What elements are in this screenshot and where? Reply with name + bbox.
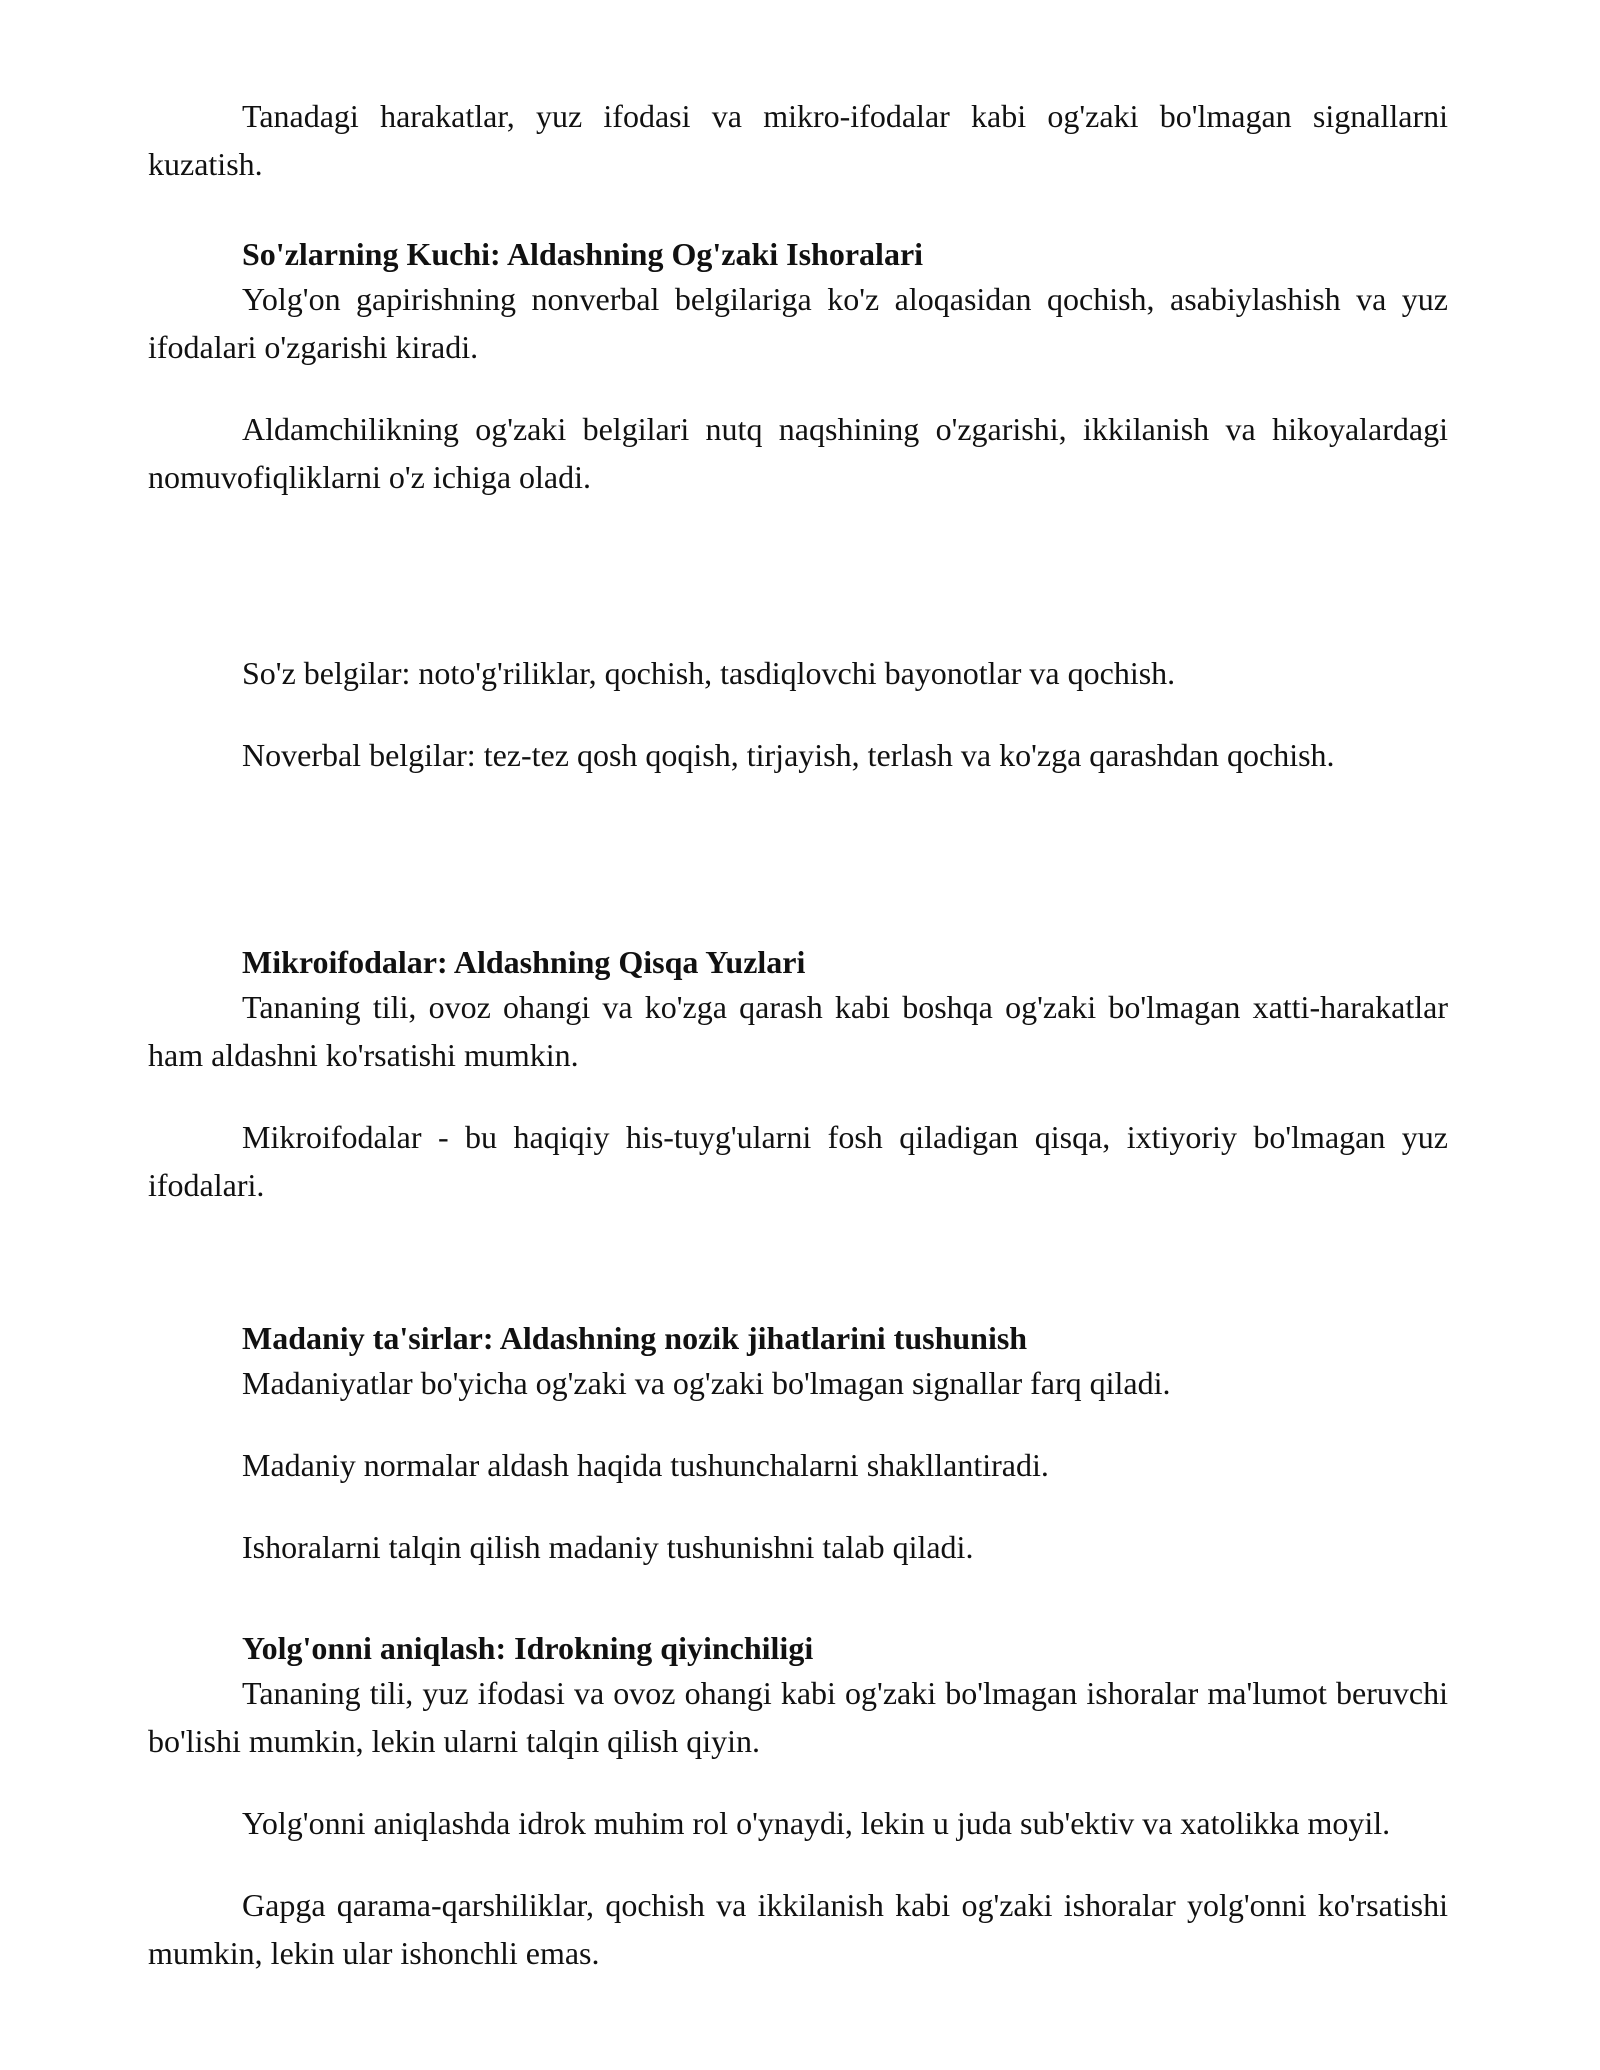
- paragraph: Mikroifodalar - bu haqiqiy his-tuyg'ularni fosh qiladigan qisqa, ixtiyoriy bo'lmagan yuz ifodalari.: [148, 1119, 1448, 1203]
- paragraph: Gapga qarama-qarshiliklar, qochish va ikkilanish kabi og'zaki ishoralar yolg'onni ko'rsatishi mumkin, lekin ular ishonchli emas.: [148, 1887, 1448, 1971]
- paragraph: So'z belgilar: noto'g'riliklar, qochish, tasdiqlovchi bayonotlar va qochish.: [242, 655, 1176, 691]
- paragraph: Madaniy normalar aldash haqida tushunchalarni shakllantiradi.: [242, 1447, 1049, 1483]
- section-verbal-cues: [148, 233, 1448, 501]
- section-heading: Yolg'onni aniqlash: Idrokning qiyinchiligi: [242, 1630, 814, 1666]
- paragraph: Tananing tili, yuz ifodasi va ovoz ohangi kabi og'zaki bo'lmagan ishoralar ma'lumot beruvchi bo'lishi mumkin, lekin ularni talqin qilish qiyin.: [148, 1675, 1448, 1759]
- section-microexpressions: [148, 941, 1448, 1209]
- section-heading: So'zlarning Kuchi: Aldashning Og'zaki Ishoralari: [242, 236, 924, 272]
- section-lie-detection: [148, 1627, 1448, 1977]
- paragraph: Ishoralarni talqin qilish madaniy tushunishni talab qiladi.: [242, 1529, 974, 1565]
- intro-section: [148, 92, 1448, 188]
- paragraph: Madaniyatlar bo'yicha og'zaki va og'zaki bo'lmagan signallar farq qiladi.: [242, 1365, 1171, 1401]
- paragraph: Tananing tili, ovoz ohangi va ko'zga qarash kabi boshqa og'zaki bo'lmagan xatti-harakatlar ham aldashni ko'rsatishi mumkin.: [148, 989, 1448, 1073]
- section-signs: [148, 649, 1448, 779]
- paragraph: Aldamchilikning og'zaki belgilari nutq naqshining o'zgarishi, ikkilanish va hikoyalardagi nomuvofiqliklarni o'z ichiga oladi.: [148, 411, 1448, 495]
- paragraph: Yolg'on gapirishning nonverbal belgilariga ko'z aloqasidan qochish, asabiylashish va yuz ifodalari o'zgarishi kiradi.: [148, 281, 1448, 365]
- paragraph: Yolg'onni aniqlashda idrok muhim rol o'ynaydi, lekin u juda sub'ektiv va xatolikka moyil.: [242, 1805, 1391, 1841]
- paragraph: Tanadagi harakatlar, yuz ifodasi va mikro-ifodalar kabi og'zaki bo'lmagan signallarni kuzatish.: [148, 98, 1448, 182]
- section-cultural-influences: [148, 1317, 1448, 1571]
- section-heading: Mikroifodalar: Aldashning Qisqa Yuzlari: [242, 944, 806, 980]
- paragraph: Noverbal belgilar: tez-tez qosh qoqish, tirjayish, terlash va ko'zga qarashdan qochish.: [242, 737, 1335, 773]
- section-heading: Madaniy ta'sirlar: Aldashning nozik jihatlarini tushunish: [242, 1320, 1028, 1356]
